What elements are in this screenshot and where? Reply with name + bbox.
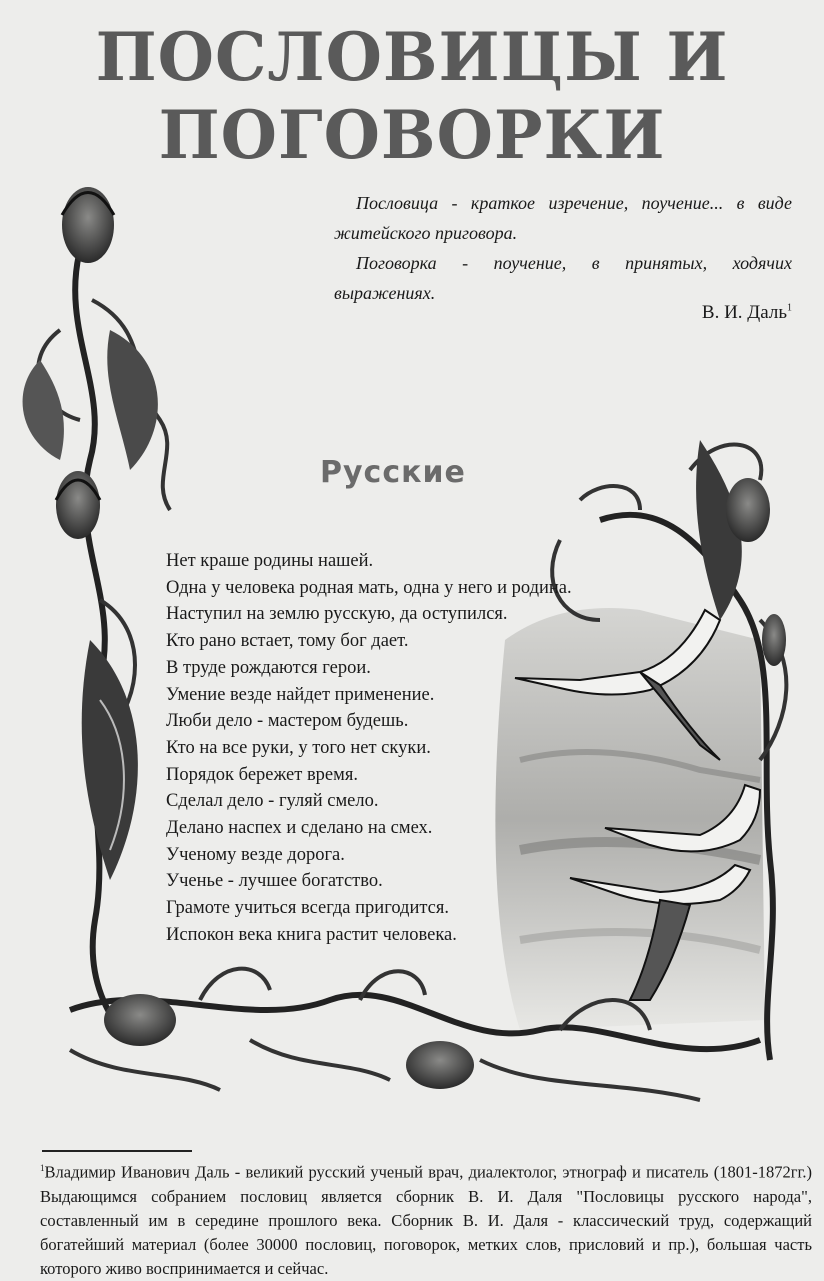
proverb-item: Грамоте учиться всегда пригодится. [166, 898, 450, 919]
proverb-item: Порядок бережет время. [166, 764, 358, 785]
proverb-list [166, 548, 586, 949]
epigraph [334, 188, 792, 308]
footnote-divider [42, 1150, 192, 1152]
footnote-marker: 1 [40, 1163, 45, 1173]
proverb-item: Нет краше родины нашей. [166, 551, 374, 571]
proverb-item: В труде рождаются герои. [166, 657, 371, 678]
proverb-item: Делано наспех и сделано на смех. [166, 818, 433, 839]
proverb-item: Испокон века книга растит человека. [166, 924, 457, 945]
proverb-item: Одна у человека родная мать, одна у него и родина. [166, 577, 572, 598]
proverb-item: Ученье - лучшее богатство. [166, 871, 383, 892]
proverb-item: Сделал дело - гуляй смело. [166, 791, 379, 812]
epigraph-line: Поговорка - поучение, в принятых, ходячих выражениях. [334, 253, 792, 303]
proverb-item: Умение везде найдет применение. [166, 684, 435, 705]
proverb-item: Кто на все руки, у того нет скуки. [166, 737, 431, 758]
page-title: ПОСЛОВИЦЫ И ПОГОВОРКИ [95, 18, 729, 174]
proverb-item: Кто рано встает, тому бог дает. [166, 631, 409, 652]
epigraph-author [600, 302, 792, 324]
proverb-item: Ученому везде дорога. [166, 844, 345, 865]
footnote [40, 1156, 812, 1281]
footnote-marker: 1 [787, 302, 792, 314]
section-title: Русские [320, 455, 466, 490]
epigraph-line: Пословица - краткое изречение, поучение... в виде житейского приговора. [334, 193, 792, 243]
author-name: В. И. Даль [701, 302, 787, 323]
proverb-item: Наступил на землю русскую, да оступился. [166, 604, 508, 625]
footnote-text: Владимир Иванович Даль - великий русский ученый врач, диалектолог, этнограф и писатель (1801-1872гг.) Выдающимся собранием пословиц является сборник В. И. Даля "Пословицы русского народа", составленный им в середине прошлого века. Сборник В. И. Даля - классический труд, содержащий богатейший материал (более 30000 пословиц, поговорок, метких слов, присловий и пр.), большая часть которого живо воспринимается и сейчас. [40, 1162, 812, 1278]
proverb-item: Люби дело - мастером будешь. [166, 711, 409, 732]
